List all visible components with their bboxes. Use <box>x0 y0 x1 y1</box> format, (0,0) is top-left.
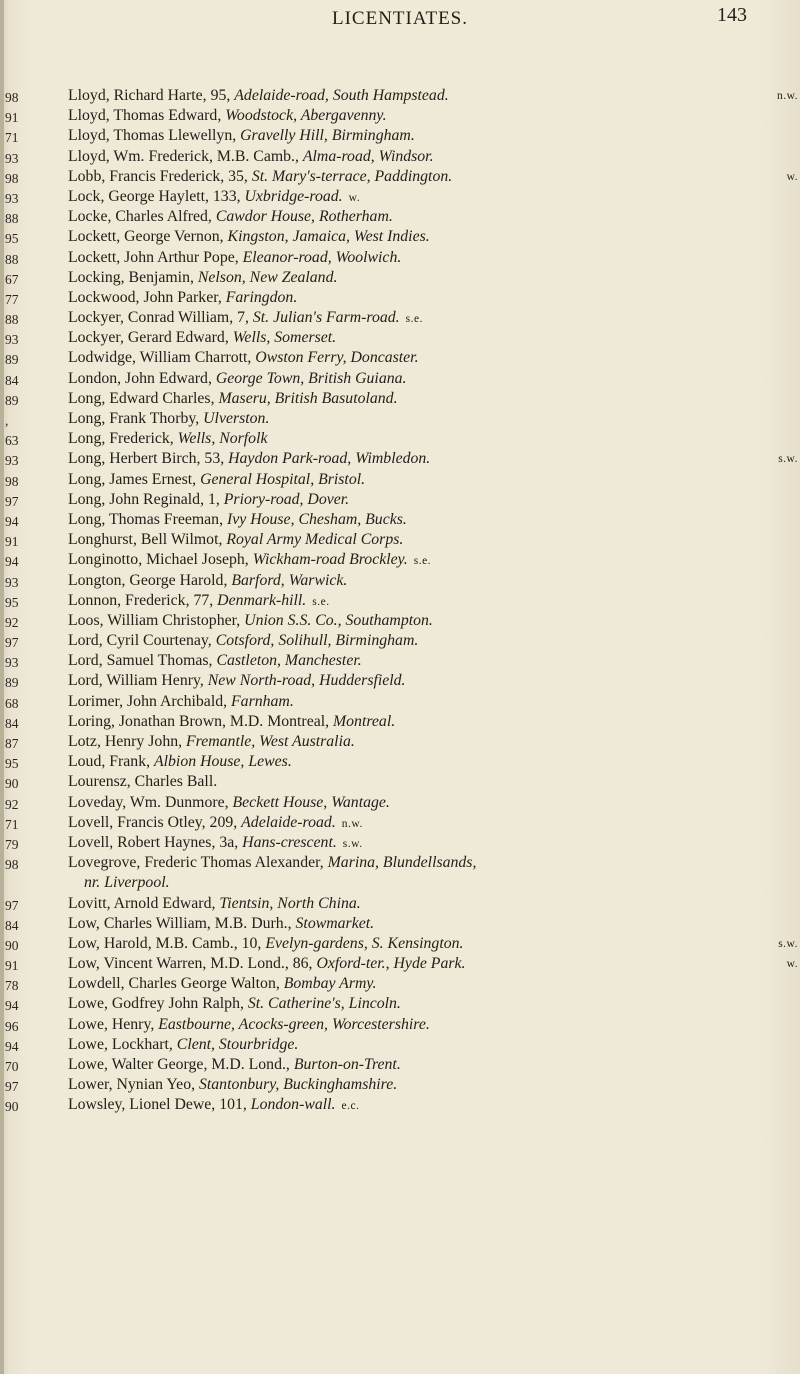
margin-year: 93 <box>5 332 19 348</box>
list-item <box>68 752 798 772</box>
licentiate-name: Lovitt, Arnold Edward, <box>68 894 220 912</box>
list-item <box>68 510 798 530</box>
licentiate-name: Long, Herbert Birch, 53, <box>68 450 229 468</box>
licentiate-address: George Town, British Guiana. <box>215 369 407 387</box>
margin-year: 91 <box>5 110 19 126</box>
licentiate-address: Castleton, Manchester. <box>216 652 362 670</box>
licentiate-name: Lonnon, Frederick, 77, <box>68 591 218 609</box>
margin-year: 84 <box>5 372 19 388</box>
margin-year: 97 <box>5 1079 19 1095</box>
licentiate-address: Barford, Warwick. <box>231 571 348 589</box>
licentiate-name: Lloyd, Richard Harte, 95, <box>68 87 235 104</box>
licentiate-name: Lord, William Henry, <box>68 672 208 690</box>
postal-district: e.c. <box>341 1100 360 1113</box>
list-item <box>68 248 798 268</box>
margin-year: 92 <box>5 614 19 630</box>
list-item <box>68 429 798 449</box>
list-item <box>68 409 798 429</box>
list-item <box>68 631 798 651</box>
licentiate-address: Cotsford, Solihull, Birmingham. <box>215 632 419 650</box>
licentiate-address: Bombay Army. <box>283 975 377 993</box>
margin-year: 98 <box>5 90 19 105</box>
licentiate-name: Lowsley, Lionel Dewe, 101, <box>68 1096 251 1114</box>
licentiate-address: Hans-crescent. <box>242 833 337 851</box>
licentiate-name: Lockyer, Conrad William, 7, <box>68 309 253 327</box>
list-item <box>68 530 798 550</box>
margin-year: 89 <box>5 352 19 368</box>
list-item <box>68 86 798 106</box>
licentiate-address: Eastbourne, Acocks-green, Worcestershire. <box>158 1015 430 1033</box>
licentiate-name: Locking, Benjamin, <box>68 268 198 286</box>
licentiate-name: Lock, George Haylett, 133, <box>68 187 245 205</box>
licentiate-address: Faringdon. <box>225 288 298 306</box>
margin-year: 97 <box>5 635 19 651</box>
margin-year: 91 <box>5 958 19 974</box>
list-item <box>68 934 798 954</box>
margin-year: 88 <box>5 312 19 328</box>
licentiate-name: Lourensz, Charles Ball. <box>68 773 218 791</box>
margin-year: 94 <box>5 513 19 529</box>
licentiate-address: Royal Army Medical Corps. <box>226 531 404 549</box>
margin-year <box>5 875 33 895</box>
list-item <box>68 490 798 510</box>
list-item <box>68 651 798 671</box>
list-item <box>68 994 798 1014</box>
licentiate-address: Montreal. <box>333 712 396 730</box>
licentiate-name: Long, Edward Charles, <box>68 389 219 407</box>
list-item <box>68 187 798 207</box>
licentiate-name: Lodwidge, William Charrott, <box>68 349 256 367</box>
list-item <box>68 853 798 873</box>
licentiate-name: Long, John Reginald, 1, <box>68 490 224 508</box>
list-item <box>68 671 798 691</box>
list-item <box>68 288 798 308</box>
licentiate-address: Adelaide-road. <box>241 813 336 831</box>
list-item <box>68 207 798 227</box>
licentiate-address: Wells, Somerset. <box>232 329 337 347</box>
list-item <box>68 1015 798 1035</box>
postal-district: s.e. <box>413 555 432 568</box>
licentiate-name: Long, Frank Thorby, <box>68 410 204 427</box>
licentiate-address: Farnham. <box>231 692 294 710</box>
list-item <box>68 1095 798 1115</box>
margin-year: 63 <box>5 433 19 449</box>
margin-year: 93 <box>5 453 19 469</box>
licentiate-address: Burton-on-Trent. <box>293 1056 401 1073</box>
margin-year: 90 <box>5 937 19 953</box>
licentiate-name: Lobb, Francis Frederick, 35, <box>68 167 252 185</box>
list-item <box>68 591 798 611</box>
list-item <box>68 268 798 288</box>
licentiate-address: London-wall. <box>250 1096 336 1114</box>
page-spine-shadow <box>0 0 4 1374</box>
list-item <box>68 227 798 247</box>
list-item <box>68 449 798 469</box>
licentiate-name: Lovegrove, Frederic Thomas Alexander, <box>68 854 328 872</box>
list-item <box>68 167 798 187</box>
licentiate-name: Lower, Nynian Yeo, <box>68 1076 199 1094</box>
licentiate-name: Longton, George Harold, <box>68 571 232 589</box>
licentiate-name: Lockwood, John Parker, <box>68 288 226 306</box>
list-item <box>68 106 798 126</box>
page-number: 143 <box>717 4 747 26</box>
licentiate-address: Priory-road, Dover. <box>223 490 350 508</box>
margin-year: 97 <box>5 897 19 913</box>
licentiate-name: Longhurst, Bell Wilmot, <box>68 531 227 549</box>
licentiate-name: Lloyd, Thomas Llewellyn, <box>68 127 241 145</box>
licentiate-address: Wickham-road Brockley. <box>252 551 408 569</box>
licentiate-name: Lowe, Walter George, M.D. Lond., <box>68 1056 294 1073</box>
licentiate-address: Oxford-ter., Hyde Park. <box>316 955 466 973</box>
running-header: LICENTIATES. <box>331 8 468 29</box>
margin-year: 84 <box>5 715 19 731</box>
licentiate-address: Union S.S. Co., Southampton. <box>244 611 433 629</box>
list-item <box>68 126 798 146</box>
licentiate-name: Low, Harold, M.B. Camb., 10, <box>68 934 266 952</box>
margin-year: 84 <box>5 917 19 933</box>
licentiate-name: Lowdell, Charles George Walton, <box>68 975 284 993</box>
list-item <box>68 470 798 490</box>
margin-year: 89 <box>5 392 19 408</box>
margin-year: 95 <box>5 594 19 610</box>
licentiate-address: Beckett House, Wantage. <box>232 793 390 811</box>
list-item <box>68 813 798 833</box>
list-item <box>68 954 798 974</box>
margin-year: 98 <box>5 170 19 186</box>
margin-year: 93 <box>5 655 19 671</box>
list-item <box>68 974 798 994</box>
licentiate-name: Loos, William Christopher, <box>68 611 245 629</box>
licentiate-name: Lockett, George Vernon, <box>68 228 228 246</box>
licentiate-name: Low, Vincent Warren, M.D. Lond., 86, <box>68 955 317 973</box>
postal-district: w. <box>348 191 361 204</box>
list-item <box>68 1035 798 1055</box>
licentiate-address: General Hospital, Bristol. <box>200 470 366 488</box>
margin-year: 89 <box>5 675 19 691</box>
postal-district: s.w. <box>778 453 798 466</box>
margin-year: , <box>5 413 9 428</box>
licentiate-address: Ulverston. <box>203 410 270 427</box>
margin-year: 95 <box>5 756 19 772</box>
licentiate-name: London, John Edward, <box>68 369 216 387</box>
postal-district: s.e. <box>312 595 330 608</box>
licentiate-name: Lloyd, Thomas Edward, <box>68 107 226 125</box>
licentiate-name: Low, Charles William, M.B. Durh., <box>68 914 296 932</box>
list-item <box>68 793 798 813</box>
margin-year: 77 <box>5 291 19 307</box>
margin-year-column <box>5 88 33 1118</box>
postal-district: s.w. <box>778 937 798 950</box>
licentiate-address: Kingston, Jamaica, West Indies. <box>227 228 430 246</box>
margin-year: 88 <box>5 211 19 227</box>
licentiate-address: St. Julian's Farm-road. <box>252 309 400 327</box>
list-item <box>68 833 798 853</box>
margin-year: 91 <box>5 534 19 550</box>
licentiate-address: Woodstock, Abergavenny. <box>225 107 387 125</box>
margin-year: 94 <box>5 1038 19 1054</box>
licentiate-address: Clent, Stourbridge. <box>176 1035 299 1053</box>
licentiate-name: Lockett, John Arthur Pope, <box>68 248 243 266</box>
licentiate-name: Loring, Jonathan Brown, M.D. Montreal, <box>68 712 333 730</box>
licentiate-address: Owston Ferry, Doncaster. <box>255 349 419 367</box>
licentiate-address: Stantonbury, Buckinghamshire. <box>199 1076 398 1094</box>
margin-year: 67 <box>5 271 19 287</box>
margin-year: 95 <box>5 231 19 247</box>
licentiate-address: Eleanor-road, Woolwich. <box>242 248 402 266</box>
licentiate-address: Evelyn-gardens, S. Kensington. <box>265 934 464 952</box>
licentiate-address: Uxbridge-road. <box>244 187 343 205</box>
licentiate-list <box>68 86 798 1116</box>
list-item <box>68 348 798 368</box>
margin-year: 78 <box>5 978 19 994</box>
margin-year: 96 <box>5 1018 19 1034</box>
postal-district: s.w. <box>342 837 363 850</box>
postal-district: w. <box>786 958 798 971</box>
list-item <box>68 389 798 409</box>
list-item <box>68 873 798 893</box>
licentiate-name: Lord, Samuel Thomas, <box>68 652 217 670</box>
list-item <box>68 550 798 570</box>
margin-year: 94 <box>5 998 19 1014</box>
licentiate-address: New North-road, Huddersfield. <box>207 672 406 690</box>
licentiate-address: Marina, Blundellsands, <box>327 854 477 872</box>
list-item <box>68 772 798 792</box>
margin-year: 87 <box>5 736 19 751</box>
margin-year: 93 <box>5 150 19 166</box>
licentiate-name: Lorimer, John Archibald, <box>68 692 232 710</box>
licentiate-address: St. Catherine's, Lincoln. <box>247 995 401 1013</box>
postal-district: n.w. <box>776 90 798 102</box>
margin-year: 71 <box>5 816 19 832</box>
margin-year: 93 <box>5 574 19 590</box>
licentiate-address: Haydon Park-road, Wimbledon. <box>228 450 431 468</box>
licentiate-name: Long, Thomas Freeman, <box>68 510 227 528</box>
list-item <box>68 692 798 712</box>
postal-district: w. <box>786 170 798 183</box>
margin-year: 90 <box>5 776 19 792</box>
list-item <box>68 894 798 914</box>
licentiate-address: nr. Liverpool. <box>84 874 170 892</box>
list-item <box>68 571 798 591</box>
list-item <box>68 308 798 328</box>
licentiate-name: Lovell, Robert Haynes, 3a, <box>68 833 243 851</box>
list-item <box>68 328 798 348</box>
list-item <box>68 611 798 631</box>
licentiate-address: Stowmarket. <box>295 914 375 932</box>
margin-year: 94 <box>5 554 19 570</box>
licentiate-address: Tientsin, North China. <box>219 894 361 912</box>
margin-year: 98 <box>5 473 19 489</box>
licentiate-name: Lockyer, Gerard Edward, <box>68 329 233 347</box>
licentiate-address: Wells, Norfolk <box>177 430 268 448</box>
licentiate-address: Alma-road, Windsor. <box>302 147 434 165</box>
postal-district: s.e. <box>405 313 423 326</box>
margin-year: 93 <box>5 190 19 206</box>
licentiate-name: Long, Frederick, <box>68 430 178 448</box>
margin-year: 70 <box>5 1059 19 1074</box>
postal-district: n.w. <box>341 817 363 830</box>
list-item <box>68 369 798 389</box>
licentiate-address: St. Mary's-terrace, Paddington. <box>251 167 453 185</box>
licentiate-name: Lord, Cyril Courtenay, <box>68 632 216 650</box>
licentiate-name: Longinotto, Michael Joseph, <box>68 551 253 569</box>
margin-year: 88 <box>5 251 19 267</box>
list-item <box>68 1055 798 1075</box>
licentiate-address: Denmark-hill. <box>217 591 307 609</box>
licentiate-address: Nelson, New Zealand. <box>197 268 338 286</box>
list-item <box>68 732 798 752</box>
licentiate-address: Maseru, British Basutoland. <box>218 389 398 407</box>
margin-year: 90 <box>5 1099 19 1115</box>
licentiate-name: Loud, Frank, <box>68 753 154 771</box>
margin-year: 79 <box>5 836 19 852</box>
licentiate-address: Fremantle, West Australia. <box>186 733 355 750</box>
margin-year: 71 <box>5 130 19 146</box>
list-item <box>68 914 798 934</box>
licentiate-name: Lowe, Henry, <box>68 1015 159 1033</box>
margin-year: 92 <box>5 796 19 812</box>
licentiate-address: Adelaide-road, South Hampstead. <box>234 87 449 104</box>
margin-year: 97 <box>5 493 19 509</box>
margin-year: 68 <box>5 695 19 711</box>
licentiate-address: Gravelly Hill, Birmingham. <box>240 127 415 145</box>
list-item <box>68 712 798 732</box>
licentiate-address: Ivy House, Chesham, Bucks. <box>226 510 407 528</box>
licentiate-name: Lotz, Henry John, <box>68 733 187 750</box>
licentiate-address: Cawdor House, Rotherham. <box>215 208 393 226</box>
licentiate-name: Long, James Ernest, <box>68 470 201 488</box>
list-item <box>68 1075 798 1095</box>
licentiate-name: Lowe, Godfrey John Ralph, <box>68 995 248 1013</box>
licentiate-name: Locke, Charles Alfred, <box>68 208 216 226</box>
margin-year: 98 <box>5 857 19 873</box>
licentiate-name: Lloyd, Wm. Frederick, M.B. Camb., <box>68 147 303 165</box>
list-item <box>68 147 798 167</box>
licentiate-address: Albion House, Lewes. <box>154 753 292 771</box>
licentiate-name: Lowe, Lockhart, <box>68 1035 177 1053</box>
licentiate-name: Loveday, Wm. Dunmore, <box>68 793 233 811</box>
licentiate-name: Lovell, Francis Otley, 209, <box>68 813 242 831</box>
